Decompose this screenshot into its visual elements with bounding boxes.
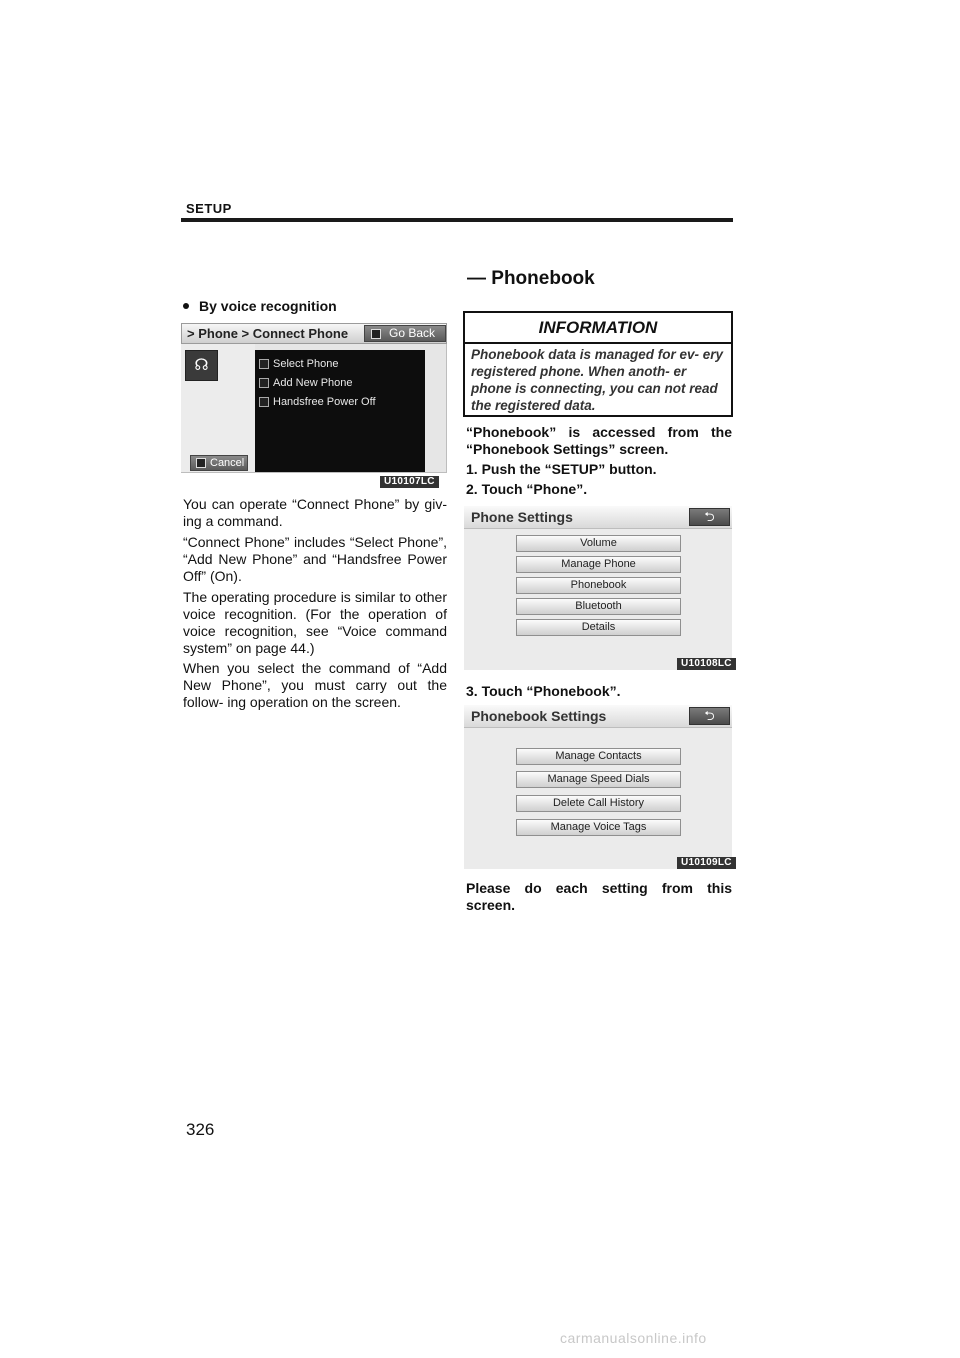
manage-phone-button[interactable]: Manage Phone (516, 556, 681, 573)
speak-icon (259, 378, 269, 388)
bullet-heading-text: By voice recognition (199, 298, 337, 314)
breadcrumb: > Phone > Connect Phone (187, 326, 349, 341)
paragraph: “Connect Phone” includes “Select Phone”, “Add New Phone” and “Handsfree Power Off” (On). (183, 534, 447, 584)
closing-text: Please do each setting from this screen. (466, 880, 732, 913)
command-add-new-phone[interactable]: Add New Phone (259, 375, 353, 391)
go-back-button[interactable] (364, 325, 446, 342)
step-1: 1. Push the “SETUP” button. (466, 461, 657, 477)
step-2: 2. Touch “Phone”. (466, 481, 588, 497)
section-label: SETUP (186, 201, 232, 216)
bullet-icon (183, 303, 189, 309)
step-3: 3. Touch “Phonebook”. (466, 683, 621, 699)
paragraph: The operating procedure is similar to other voice recognition. (For the operation of voice recognition, see “Voice command system” on page 44.) (183, 589, 447, 656)
cancel-label: Cancel (210, 457, 245, 469)
bluetooth-button[interactable]: Bluetooth (516, 598, 681, 615)
button-square-icon (196, 458, 206, 468)
paragraph: When you select the command of “Add New Phone”, you must carry out the follow- ing operation on the screen. (183, 660, 447, 710)
information-title: INFORMATION (538, 318, 658, 337)
command-select-phone[interactable]: Select Phone (259, 356, 338, 372)
details-button[interactable]: Details (516, 619, 681, 636)
information-divider (465, 342, 731, 344)
manage-contacts-button[interactable]: Manage Contacts (516, 748, 681, 765)
image-code: U10108LC (677, 658, 736, 670)
image-code: U10107LC (380, 476, 439, 488)
command-handsfree-power-off[interactable]: Handsfree Power Off (259, 394, 376, 410)
screen-title: Phone Settings (471, 509, 573, 525)
manage-speed-dials-button[interactable]: Manage Speed Dials (516, 771, 681, 788)
header-rule (181, 218, 733, 222)
back-arrow-icon[interactable]: ⮌ (689, 508, 730, 526)
screen-title: Phonebook Settings (471, 708, 607, 724)
back-arrow-icon[interactable]: ⮌ (689, 707, 730, 725)
image-code: U10109LC (677, 857, 736, 869)
phonebook-button[interactable]: Phonebook (516, 577, 681, 594)
watermark: carmanualsonline.info (560, 1330, 707, 1346)
information-text: Phonebook data is managed for ev- ery registered phone. When anoth- er phone is connecting, you can not read the registered data. (471, 347, 724, 413)
voice-recognition-icon: ☊ (185, 350, 218, 381)
go-back-label: Go Back (389, 326, 436, 340)
button-square-icon (371, 329, 381, 339)
cancel-button[interactable] (190, 455, 248, 471)
paragraph: You can operate “Connect Phone” by giv- ing a command. (183, 496, 447, 529)
delete-call-history-button[interactable]: Delete Call History (516, 795, 681, 812)
section-title: — Phonebook (467, 268, 595, 289)
speak-icon (259, 359, 269, 369)
intro-text: “Phonebook” is accessed from the “Phonebook Settings” screen. (466, 424, 732, 457)
manage-voice-tags-button[interactable]: Manage Voice Tags (516, 819, 681, 836)
bullet-heading (183, 298, 337, 314)
speak-icon (259, 397, 269, 407)
page-number: 326 (186, 1120, 215, 1139)
volume-button[interactable]: Volume (516, 535, 681, 552)
